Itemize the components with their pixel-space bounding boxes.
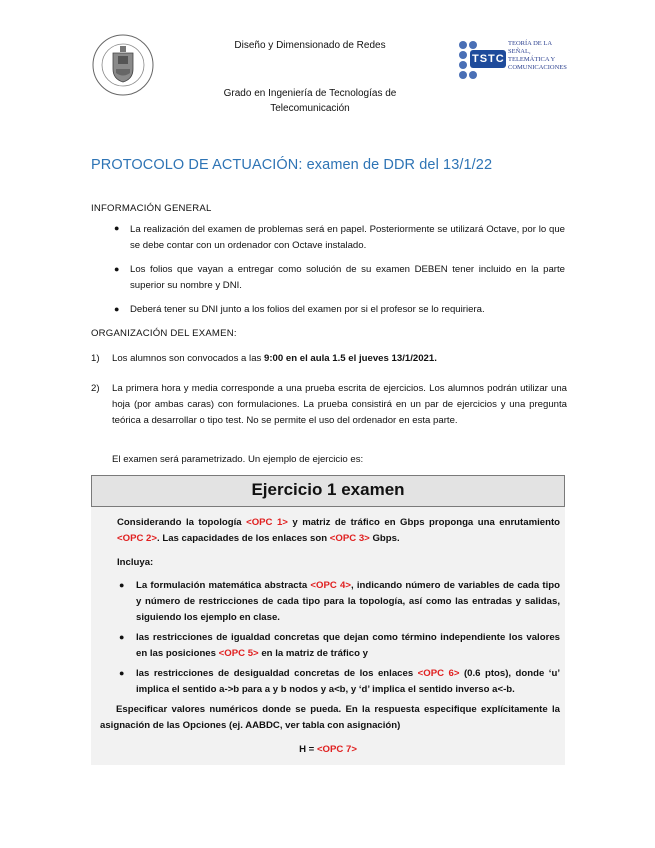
bullet-dot: ● <box>114 264 120 274</box>
bullet-dot: ● <box>114 304 120 314</box>
bullet-dot: ● <box>119 580 125 590</box>
org-item-2: La primera hora y media corresponde a una prueba escrita de ejercicios. Los alumnos podrán utilizar una hoja (por ambas caras) con formulaciones. La prueba consistirá en un par de ejercicios y una pregunta teórica a desarrollar o tipo test. No se permite el uso del ordenador en esta parte. <box>112 383 567 426</box>
logo-text-4: COMUNICACIONES <box>508 64 567 71</box>
exercise-closing: Especificar valores numéricos donde se pueda. En la respuesta especifique explícitamente la asignación de las Opciones (ej. AABDC, ver tabla con asignación) <box>100 704 560 731</box>
org-item-2-number: 2) <box>91 383 100 394</box>
general-heading: INFORMACIÓN GENERAL <box>91 203 212 214</box>
org-item-1: Los alumnos son convocados a las 9:00 en el aula 1.5 el jueves 13/1/2021. <box>112 353 437 364</box>
logo-text-2: SEÑAL, <box>508 48 531 55</box>
degree-line-2: Telecomunicación <box>270 103 350 114</box>
exercise-bullet-2: las restricciones de igualdad concretas que dejan como término independiente los valores en las posiciones <OPC 5> en la matriz de tráfico y <box>136 632 560 659</box>
logo-text-3: TELEMÁTICA Y <box>508 56 556 63</box>
organization-heading: ORGANIZACIÓN DEL EXAMEN: <box>91 328 237 339</box>
exercise-incluya: Incluya: <box>117 557 154 568</box>
exercise-title: Ejercicio 1 examen <box>251 480 405 499</box>
general-bullet-1: La realización del examen de problemas será en papel. Posteriormente se utilizará Octave, por lo que se debe contar con un ordenador con Octave instalado. <box>130 224 565 251</box>
logo-text-1: TEORÍA DE LA <box>508 40 553 47</box>
department-logo <box>458 40 570 80</box>
bullet-dot: ● <box>119 668 125 678</box>
page-title: PROTOCOLO DE ACTUACIÓN: examen de DDR del 13/1/22 <box>91 157 493 173</box>
course-title: Diseño y Dimensionado de Redes <box>234 40 386 51</box>
exercise-h-line: H = <OPC 7> <box>299 744 357 755</box>
degree-line-1: Grado en Ingeniería de Tecnologías de <box>223 88 397 99</box>
logo-abbrev: TSTC <box>472 53 505 65</box>
bullet-dot: ● <box>119 632 125 642</box>
org-item-1-number: 1) <box>91 353 100 364</box>
general-bullet-3: Deberá tener su DNI junto a los folios del examen por si el profesor se lo requiriera. <box>130 304 485 315</box>
university-seal-logo <box>91 33 155 97</box>
exercise-bullet-3: las restricciones de desigualdad concretas de los enlaces <OPC 6> (0.6 ptos), donde ‘u’ implica el sentido a->b para a y b nodos y a<b, y ‘d’ implica el sentido inverso a<-b. <box>136 668 560 695</box>
general-bullet-2: Los folios que vayan a entregar como solución de su examen DEBEN tener incluido en la parte superior su nombre y DNI. <box>130 264 565 291</box>
parametrized-note: El examen será parametrizado. Un ejemplo de ejercicio es: <box>112 454 364 465</box>
bullet-dot: ● <box>114 223 120 233</box>
exercise-intro: Considerando la topología <OPC 1> y matriz de tráfico en Gbps proponga una enrutamiento <OPC 2>. Las capacidades de los enlaces son <OPC 3> Gbps. <box>117 517 561 544</box>
exercise-bullet-1: La formulación matemática abstracta <OPC 4>, indicando número de variables de cada tipo y número de restricciones de cada tipo para la topología, así como las entradas y salidas, siguiendo los ejemplo en clase. <box>136 580 561 623</box>
